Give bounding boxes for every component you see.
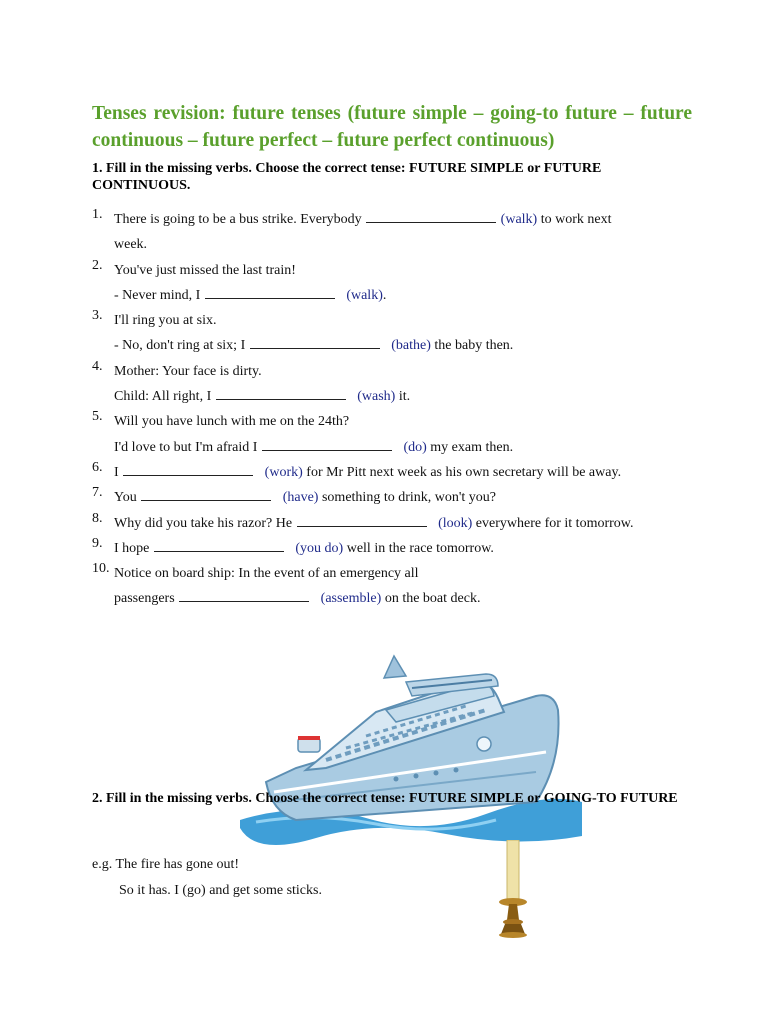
answer-blank[interactable] [141, 488, 271, 501]
item-text: on the boat deck. [384, 591, 481, 607]
item-text: . [382, 287, 387, 303]
answer-blank[interactable] [123, 463, 253, 476]
list-item [92, 511, 692, 536]
answer-blank[interactable] [297, 514, 427, 527]
item-number: 2. [92, 257, 103, 273]
item-number: 10. [92, 561, 110, 577]
list-item [92, 561, 692, 612]
verb-hint: (wash) [357, 389, 396, 405]
item-text: There is going to be a bus strike. Everybody [114, 212, 362, 227]
answer-blank[interactable] [366, 210, 496, 223]
verb-hint: (do) [403, 439, 427, 455]
item-text: You've just missed the last train! [114, 262, 296, 278]
item-text: I'll ring you at six. [114, 313, 217, 329]
verb-hint: (walk) [346, 287, 383, 303]
item-text: Child: All right, I [114, 389, 212, 405]
item-text: I hope [114, 540, 150, 556]
item-text: the baby then. [434, 338, 514, 354]
item-text: Will you have lunch with me on the 24th? [114, 414, 350, 430]
verb-hint: (you do) [295, 540, 344, 556]
list-item [92, 308, 692, 359]
verb-hint: (work) [264, 464, 303, 480]
item-number: 5. [92, 409, 103, 425]
item-text: Mother: Your face is dirty. [114, 363, 262, 379]
item-text: my exam then. [430, 439, 514, 455]
example-line-1: e.g. The fire has gone out! [92, 857, 240, 872]
item-text: passengers [114, 591, 175, 607]
answer-blank[interactable] [179, 589, 309, 602]
verb-hint: (have) [282, 490, 319, 506]
item-number: 9. [92, 535, 103, 551]
verb-hint: (assemble) [320, 591, 382, 607]
list-item [92, 460, 692, 485]
answer-blank[interactable] [262, 438, 392, 451]
verb-hint: (look) [438, 515, 473, 531]
item-text: - No, don't ring at six; I [114, 338, 246, 354]
answer-blank[interactable] [250, 336, 380, 349]
item-text: week. [114, 237, 148, 253]
item-number: 7. [92, 485, 103, 501]
item-number: 8. [92, 510, 103, 526]
list-item [92, 258, 692, 309]
section-1-heading: 1. Fill in the missing verbs. Choose the correct tense: FUTURE SIMPLE or FUTURE CONTINUOUS. [92, 161, 602, 193]
answer-blank[interactable] [205, 286, 335, 299]
item-text: You [114, 490, 137, 506]
item-text: for Mr Pitt next week as his own secretary will be away. [306, 464, 622, 480]
item-text: Why did you take his razor? He [114, 515, 293, 531]
item-text: Notice on board ship: In the event of an emergency all [114, 566, 419, 582]
list-item [92, 536, 692, 561]
item-text: - Never mind, I [114, 287, 201, 303]
item-text: to work next [540, 212, 612, 227]
list-item [92, 207, 692, 258]
example-line-2: So it has. I (go) and get some sticks. [119, 883, 322, 898]
exercise-1-list [92, 207, 692, 612]
item-text: something to drink, won't you? [321, 490, 496, 506]
item-number: 1. [92, 207, 103, 222]
list-item [92, 409, 692, 460]
answer-blank[interactable] [216, 387, 346, 400]
page-title: Tenses revision: future tenses (future simple – going-to future – future continuous – future perfect – future perfect continuous) [92, 103, 692, 151]
cruise-ship-icon [236, 652, 586, 848]
item-text: well in the race tomorrow. [346, 540, 494, 556]
candle-icon [495, 840, 531, 940]
list-item [92, 485, 692, 510]
item-text: I'd love to but I'm afraid I [114, 439, 258, 455]
list-item [92, 359, 692, 410]
verb-hint: (walk) [500, 212, 538, 227]
item-number: 3. [92, 308, 103, 324]
answer-blank[interactable] [154, 539, 284, 552]
item-number: 6. [92, 459, 103, 475]
item-number: 4. [92, 358, 103, 374]
item-text: it. [398, 389, 411, 405]
section-2-heading: 2. Fill in the missing verbs. Choose the correct tense: FUTURE SIMPLE or GOING-TO FUTURE [92, 791, 678, 806]
item-text: I [114, 464, 119, 480]
verb-hint: (bathe) [391, 338, 431, 354]
item-text: everywhere for it tomorrow. [475, 515, 634, 531]
